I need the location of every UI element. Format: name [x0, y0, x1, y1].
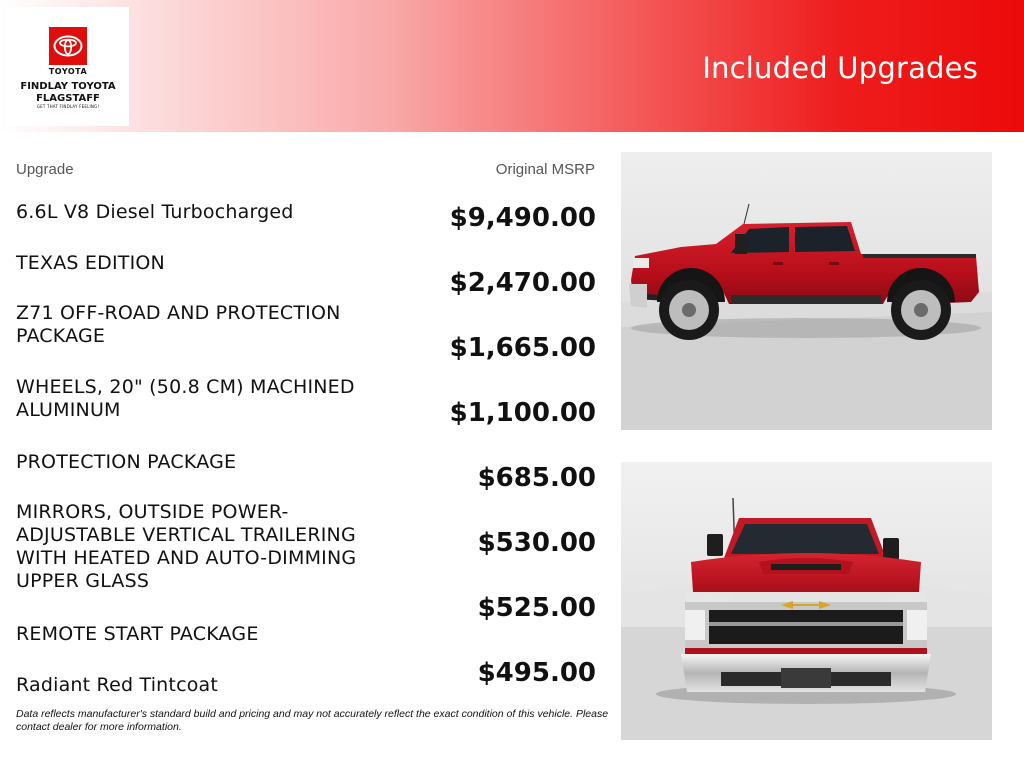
- upgrade-name: 6.6L V8 Diesel Turbocharged: [16, 201, 294, 223]
- upgrade-price: $1,100.00: [449, 398, 596, 428]
- upgrade-name: Z71 OFF-ROAD AND PROTECTION PACKAGE: [16, 302, 341, 347]
- upgrade-price: $9,490.00: [449, 203, 596, 233]
- upgrade-price: $530.00: [477, 528, 596, 558]
- toyota-emblem-icon: [49, 27, 87, 65]
- upgrade-name: TEXAS EDITION: [16, 252, 165, 274]
- upgrade-name: WHEELS, 20" (50.8 CM) MACHINED ALUMINUM: [16, 376, 355, 421]
- dealer-logo[interactable]: [7, 7, 129, 126]
- logo-dealer-name: FINDLAY TOYOTA FLAGSTAFF: [20, 81, 116, 104]
- upgrade-price: $685.00: [477, 463, 596, 493]
- upgrade-price: $525.00: [477, 593, 596, 623]
- upgrade-price: $495.00: [477, 658, 596, 688]
- vehicle-front-photo[interactable]: [621, 462, 992, 740]
- upgrade-name: REMOTE START PACKAGE: [16, 623, 259, 645]
- column-header-upgrade: Upgrade: [16, 161, 74, 178]
- header-banner: [0, 0, 1024, 132]
- upgrade-name: MIRRORS, OUTSIDE POWER-ADJUSTABLE VERTICAL TRAILERING WITH HEATED AND AUTO-DIMMING UPPER GLASS: [16, 501, 357, 592]
- page-title: Included Upgrades: [702, 51, 978, 85]
- vehicle-side-photo[interactable]: [621, 152, 992, 430]
- upgrade-name: Radiant Red Tintcoat: [16, 674, 219, 696]
- disclaimer-text: Data reflects manufacturer's standard build and pricing and may not accurately reflect the exact condition of this vehicle. Please contact dealer for more information.: [16, 708, 609, 733]
- logo-tagline: GET THAT FINDLAY FEELING!: [36, 104, 100, 109]
- upgrade-price: $1,665.00: [449, 333, 596, 363]
- column-header-msrp: Original MSRP: [495, 161, 595, 178]
- upgrade-price: $2,470.00: [449, 268, 596, 298]
- upgrade-name: PROTECTION PACKAGE: [16, 451, 237, 473]
- logo-brand-text: TOYOTA: [48, 67, 88, 76]
